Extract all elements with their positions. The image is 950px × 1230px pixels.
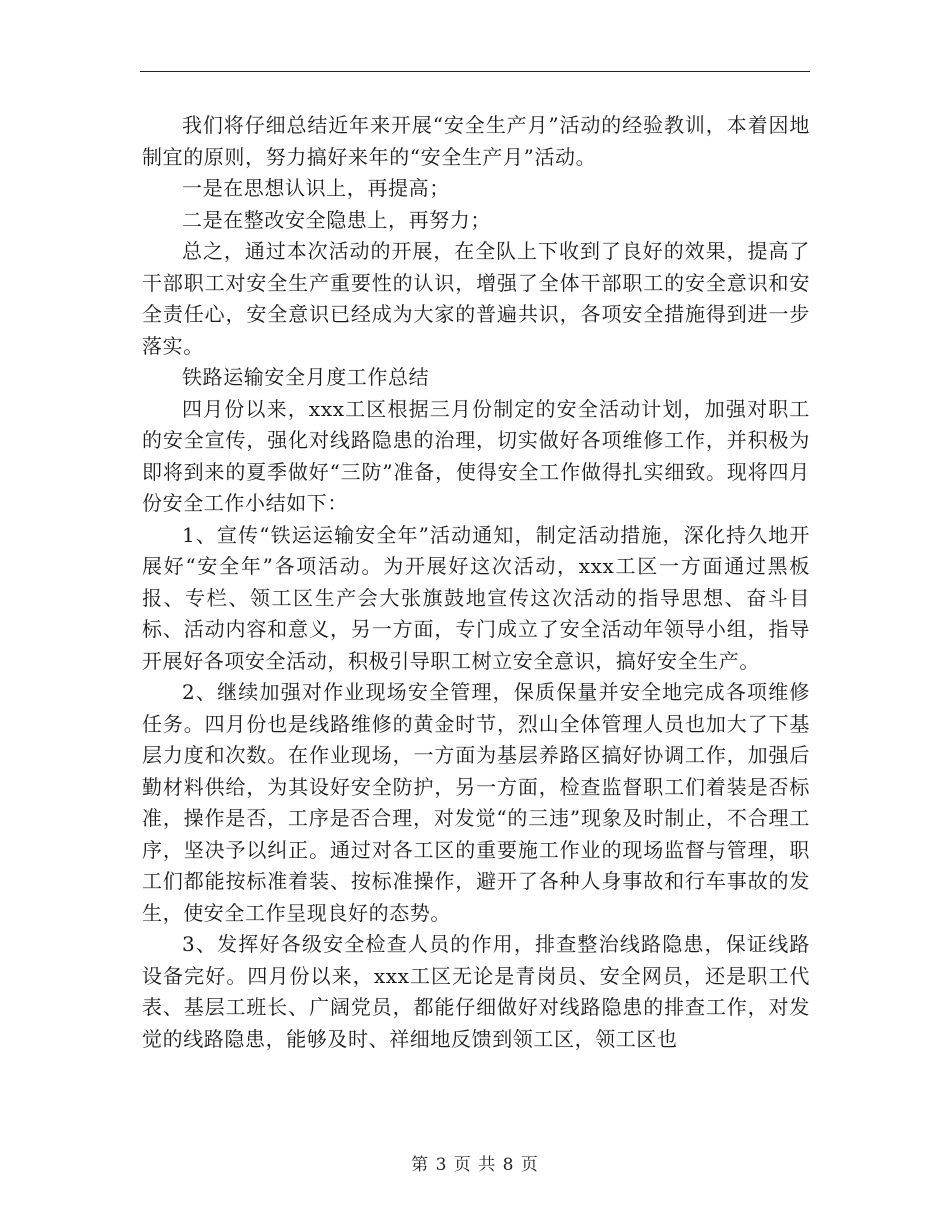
- paragraph-item-1: 1、宣传“铁运运输安全年”活动通知，制定活动措施，深化持久地开展好“安全年”各项活动。为开展好这次活动，xxx工区一方面通过黑板报、专栏、领工区生产会大张旗鼓地宣传这次活动的指导思想、奋斗目标、活动内容和意义，另一方面，专门成立了安全活动年领导小组，指导开展好各项安全活动，积极引导职工树立安全意识，搞好安全生产。: [142, 522, 810, 673]
- footer-suffix: 页: [520, 1155, 539, 1175]
- header-rule: [140, 71, 810, 72]
- footer-page-number: 3: [435, 1155, 448, 1175]
- paragraph-intro: 四月份以来，xxx工区根据三月份制定的安全活动计划，加强对职工的安全宣传，强化对线路隐患的治理，切实做好各项维修工作，并积极为即将到来的夏季做好“三防”准备，使得安全工作做得扎实细致。现将四月份安全工作小结如下：: [142, 396, 810, 515]
- paragraph-item-2: 2、继续加强对作业现场安全管理，保质保量并安全地完成各项维修任务。四月份也是线路维修的黄金时节，烈山全体管理人员也加大了下基层力度和次数。在作业现场，一方面为基层养路区搞好协调工作，加强后勤材料供给，为其设好安全防护，另一方面，检查监督职工们着装是否标准，操作是否，工序是否合理，对发觉“的三违”现象及时制止，不合理工序，坚决予以纠正。通过对各工区的重要施工作业的现场监督与管理，职工们都能按标准着装、按标准操作，避开了各种人身事故和行车事故的发生，使安全工作呈现良好的态势。: [142, 680, 810, 925]
- paragraph-conclusion: 总之，通过本次活动的开展，在全队上下收到了良好的效果，提高了干部职工对安全生产重要性的认识，增强了全体干部职工的安全意识和安全责任心，安全意识已经成为大家的普遍共识，各项安全措施得到进一步落实。: [142, 239, 810, 358]
- footer-total-pages: 8: [502, 1155, 515, 1175]
- page-footer: [0, 1150, 950, 1175]
- paragraph-item-3: 3、发挥好各级安全检查人员的作用，排查整治线路隐患，保证线路设备完好。四月份以来，xxx工区无论是青岗员、安全网员，还是职工代表、基层工班长、广阔党员，都能仔细做好对线路隐患的排查工作，对发觉的线路隐患，能够及时、祥细地反馈到领工区，领工区也: [142, 932, 810, 1051]
- document-body: [142, 110, 810, 1055]
- paragraph-point-two: 二是在整改安全隐患上，再努力；: [182, 207, 491, 232]
- paragraph-point-one: 一是在思想认识上，再提高；: [182, 176, 450, 200]
- paragraph-summary-plan: 我们将仔细总结近年来开展“安全生产月”活动的经验教训，本着因地制宜的原则，努力搞好来年的“安全生产月”活动。: [142, 113, 810, 169]
- section-title: 铁路运输安全月度工作总结: [182, 365, 430, 389]
- footer-prefix: 第: [411, 1155, 430, 1175]
- footer-middle: 页 共: [453, 1155, 497, 1175]
